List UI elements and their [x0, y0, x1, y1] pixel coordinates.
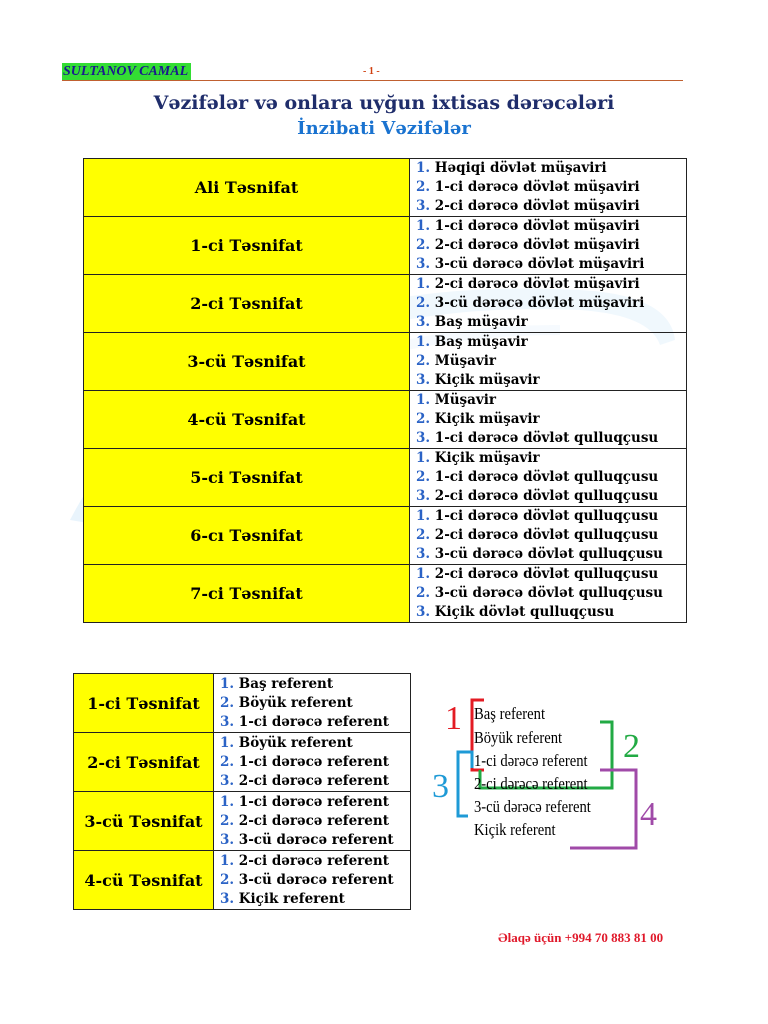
list-number: 3.: [416, 256, 431, 272]
list-item: [214, 734, 410, 753]
list-number: 3.: [416, 604, 431, 620]
table-row: [74, 851, 411, 910]
items-cell: [410, 391, 687, 449]
list-item: [410, 565, 686, 584]
list-number: 2.: [220, 871, 235, 888]
table-row: [84, 333, 687, 391]
list-number: 1.: [416, 450, 431, 466]
category-cell: 1-ci Təsnifat: [84, 217, 410, 275]
list-number: 2.: [416, 237, 431, 253]
list-number: 1.: [220, 675, 235, 692]
list-item: [410, 197, 686, 216]
list-item-text: Böyük referent: [238, 734, 353, 751]
list-item-text: 1-ci dərəcə dövlət müşaviri: [434, 218, 640, 234]
category-cell: 5-ci Təsnifat: [84, 449, 410, 507]
list-number: 3.: [416, 372, 431, 388]
list-item-text: 2-ci dərəcə referent: [238, 852, 389, 869]
list-number: 3.: [416, 198, 431, 214]
list-item-text: Müşavir: [434, 353, 496, 369]
list-item: [214, 753, 410, 772]
list-item: [410, 429, 686, 448]
list-item: [214, 793, 410, 812]
category-cell: 2-ci Təsnifat: [84, 275, 410, 333]
items-cell: [410, 565, 687, 623]
list-number: 3.: [220, 831, 235, 848]
list-item: [410, 449, 686, 468]
list-number: 3.: [416, 430, 431, 446]
list-number: 1.: [416, 334, 431, 350]
list-number: 1.: [220, 734, 235, 751]
list-item: [410, 313, 686, 332]
list-item: [410, 468, 686, 487]
list-item-text: Kiçik müşavir: [434, 372, 540, 388]
list-item: [214, 675, 410, 694]
list-item-text: 2-ci dərəcə dövlət müşaviri: [434, 198, 640, 214]
list-number: 2.: [220, 812, 235, 829]
diagram-label-5: 3-cü dərəcə referent: [474, 797, 591, 816]
list-number: 1.: [416, 392, 431, 408]
page-number: - 1 -: [363, 66, 380, 77]
diagram-label-4: 2-ci dərəcə referent: [474, 774, 588, 793]
items-cell: [214, 674, 411, 733]
table-row: [74, 674, 411, 733]
list-item: [214, 713, 410, 732]
list-number: 2.: [416, 353, 431, 369]
category-cell: 4-cü Təsnifat: [74, 851, 214, 910]
group-number-4: 4: [640, 796, 657, 833]
diagram-label-2: Böyük referent: [474, 728, 563, 747]
list-number: 1.: [416, 160, 431, 176]
list-item-text: Kiçik müşavir: [434, 450, 540, 466]
list-item: [410, 507, 686, 526]
list-number: 1.: [416, 508, 431, 524]
table-row: [84, 391, 687, 449]
list-number: 3.: [220, 890, 235, 907]
list-item: [214, 852, 410, 871]
group-number-1: 1: [445, 700, 462, 737]
items-cell: [214, 851, 411, 910]
list-item-text: Böyük referent: [238, 694, 353, 711]
list-item-text: Müşavir: [434, 392, 496, 408]
list-number: 2.: [220, 694, 235, 711]
list-item-text: 2-ci dərəcə dövlət qulluqçusu: [434, 566, 659, 582]
list-item-text: 2-ci dərəcə dövlət müşaviri: [434, 276, 640, 292]
category-cell: 1-ci Təsnifat: [74, 674, 214, 733]
list-item: [410, 236, 686, 255]
list-item: [410, 603, 686, 622]
list-item-text: 3-cü dərəcə referent: [238, 831, 394, 848]
category-cell: 3-cü Təsnifat: [74, 792, 214, 851]
list-number: 3.: [416, 488, 431, 504]
list-item-text: 3-cü dərəcə dövlət müşaviri: [434, 295, 645, 311]
table-row: [84, 565, 687, 623]
category-cell: Ali Təsnifat: [84, 159, 410, 217]
list-item-text: 2-ci dərəcə dövlət müşaviri: [434, 237, 640, 253]
category-cell: 3-cü Təsnifat: [84, 333, 410, 391]
list-item: [214, 831, 410, 850]
list-item: [410, 255, 686, 274]
list-number: 2.: [416, 411, 431, 427]
items-cell: [410, 275, 687, 333]
list-item: [214, 694, 410, 713]
list-item-text: Kiçik dövlət qulluqçusu: [434, 604, 615, 620]
list-item-text: 1-ci dərəcə dövlət qulluqçusu: [434, 430, 659, 446]
list-item-text: 1-ci dərəcə dövlət müşaviri: [434, 179, 640, 195]
bracket-group-3: [458, 752, 472, 816]
referent-overlap-diagram: [432, 692, 680, 852]
table-row: [74, 733, 411, 792]
list-item-text: Baş müşavir: [434, 334, 528, 350]
list-number: 2.: [416, 295, 431, 311]
items-cell: [410, 217, 687, 275]
list-item-text: Baş referent: [238, 675, 334, 692]
list-number: 3.: [220, 713, 235, 730]
list-number: 1.: [220, 852, 235, 869]
list-number: 2.: [416, 469, 431, 485]
list-item-text: 3-cü dərəcə dövlət qulluqçusu: [434, 585, 663, 601]
category-cell: 2-ci Təsnifat: [74, 733, 214, 792]
category-cell: 7-ci Təsnifat: [84, 565, 410, 623]
table-row: [74, 792, 411, 851]
list-number: 2.: [416, 179, 431, 195]
list-item: [410, 178, 686, 197]
list-item-text: 2-ci dərəcə referent: [238, 812, 389, 829]
list-item: [410, 545, 686, 564]
list-number: 2.: [220, 753, 235, 770]
referent-table: [73, 673, 411, 910]
list-item: [410, 352, 686, 371]
table-row: [84, 275, 687, 333]
diagram-label-1: Baş referent: [474, 704, 546, 723]
category-cell: 6-cı Təsnifat: [84, 507, 410, 565]
table-row: [84, 159, 687, 217]
list-item: [410, 487, 686, 506]
list-item: [410, 526, 686, 545]
page-title: Vəzifələr və onlara uyğun ixtisas dərəcələri: [153, 92, 615, 114]
list-item: [410, 371, 686, 390]
list-item: [410, 159, 686, 178]
list-item: [410, 275, 686, 294]
list-item-text: 3-cü dərəcə referent: [238, 871, 394, 888]
list-item-text: 1-ci dərəcə dövlət qulluqçusu: [434, 469, 659, 485]
list-item-text: 2-ci dərəcə referent: [238, 772, 389, 789]
list-number: 1.: [220, 793, 235, 810]
list-item-text: 3-cü dərəcə dövlət qulluqçusu: [434, 546, 663, 562]
list-item-text: Kiçik müşavir: [434, 411, 540, 427]
list-number: 3.: [416, 314, 431, 330]
list-number: 2.: [416, 585, 431, 601]
items-cell: [410, 159, 687, 217]
list-number: 2.: [416, 527, 431, 543]
header-divider: [62, 80, 683, 81]
table-row: [84, 217, 687, 275]
list-item: [410, 294, 686, 313]
list-item-text: 3-cü dərəcə dövlət müşaviri: [434, 256, 645, 272]
list-number: 3.: [220, 772, 235, 789]
list-item-text: 1-ci dərəcə referent: [238, 753, 389, 770]
group-number-2: 2: [623, 728, 640, 765]
contact-info: Əlaqə üçün +994 70 883 81 00: [498, 930, 664, 945]
list-item: [214, 871, 410, 890]
list-item-text: Həqiqi dövlət müşaviri: [434, 160, 607, 176]
list-item: [410, 333, 686, 352]
list-item: [214, 890, 410, 909]
list-item: [410, 584, 686, 603]
author-name: SULTANOV CAMAL: [62, 63, 191, 80]
group-number-3: 3: [432, 768, 449, 805]
list-number: 1.: [416, 276, 431, 292]
positions-table: [83, 158, 687, 623]
list-item: [410, 410, 686, 429]
list-number: 3.: [416, 546, 431, 562]
list-item-text: 1-ci dərəcə referent: [238, 713, 389, 730]
items-cell: [214, 792, 411, 851]
list-item-text: 1-ci dərəcə referent: [238, 793, 389, 810]
list-item-text: Baş müşavir: [434, 314, 528, 330]
list-item-text: 1-ci dərəcə dövlət qulluqçusu: [434, 508, 659, 524]
table-row: [84, 449, 687, 507]
list-item: [214, 772, 410, 791]
items-cell: [214, 733, 411, 792]
items-cell: [410, 449, 687, 507]
list-item-text: 2-ci dərəcə dövlət qulluqçusu: [434, 527, 659, 543]
list-item-text: 2-ci dərəcə dövlət qulluqçusu: [434, 488, 659, 504]
diagram-label-6: Kiçik referent: [474, 820, 556, 839]
list-item: [410, 391, 686, 410]
page-subtitle: İnzibati Vəzifələr: [297, 118, 471, 139]
list-item-text: Kiçik referent: [238, 890, 345, 907]
list-item: [410, 217, 686, 236]
diagram-label-3: 1-ci dərəcə referent: [474, 751, 588, 770]
list-number: 1.: [416, 218, 431, 234]
list-number: 1.: [416, 566, 431, 582]
items-cell: [410, 507, 687, 565]
table-row: [84, 507, 687, 565]
category-cell: 4-cü Təsnifat: [84, 391, 410, 449]
items-cell: [410, 333, 687, 391]
list-item: [214, 812, 410, 831]
